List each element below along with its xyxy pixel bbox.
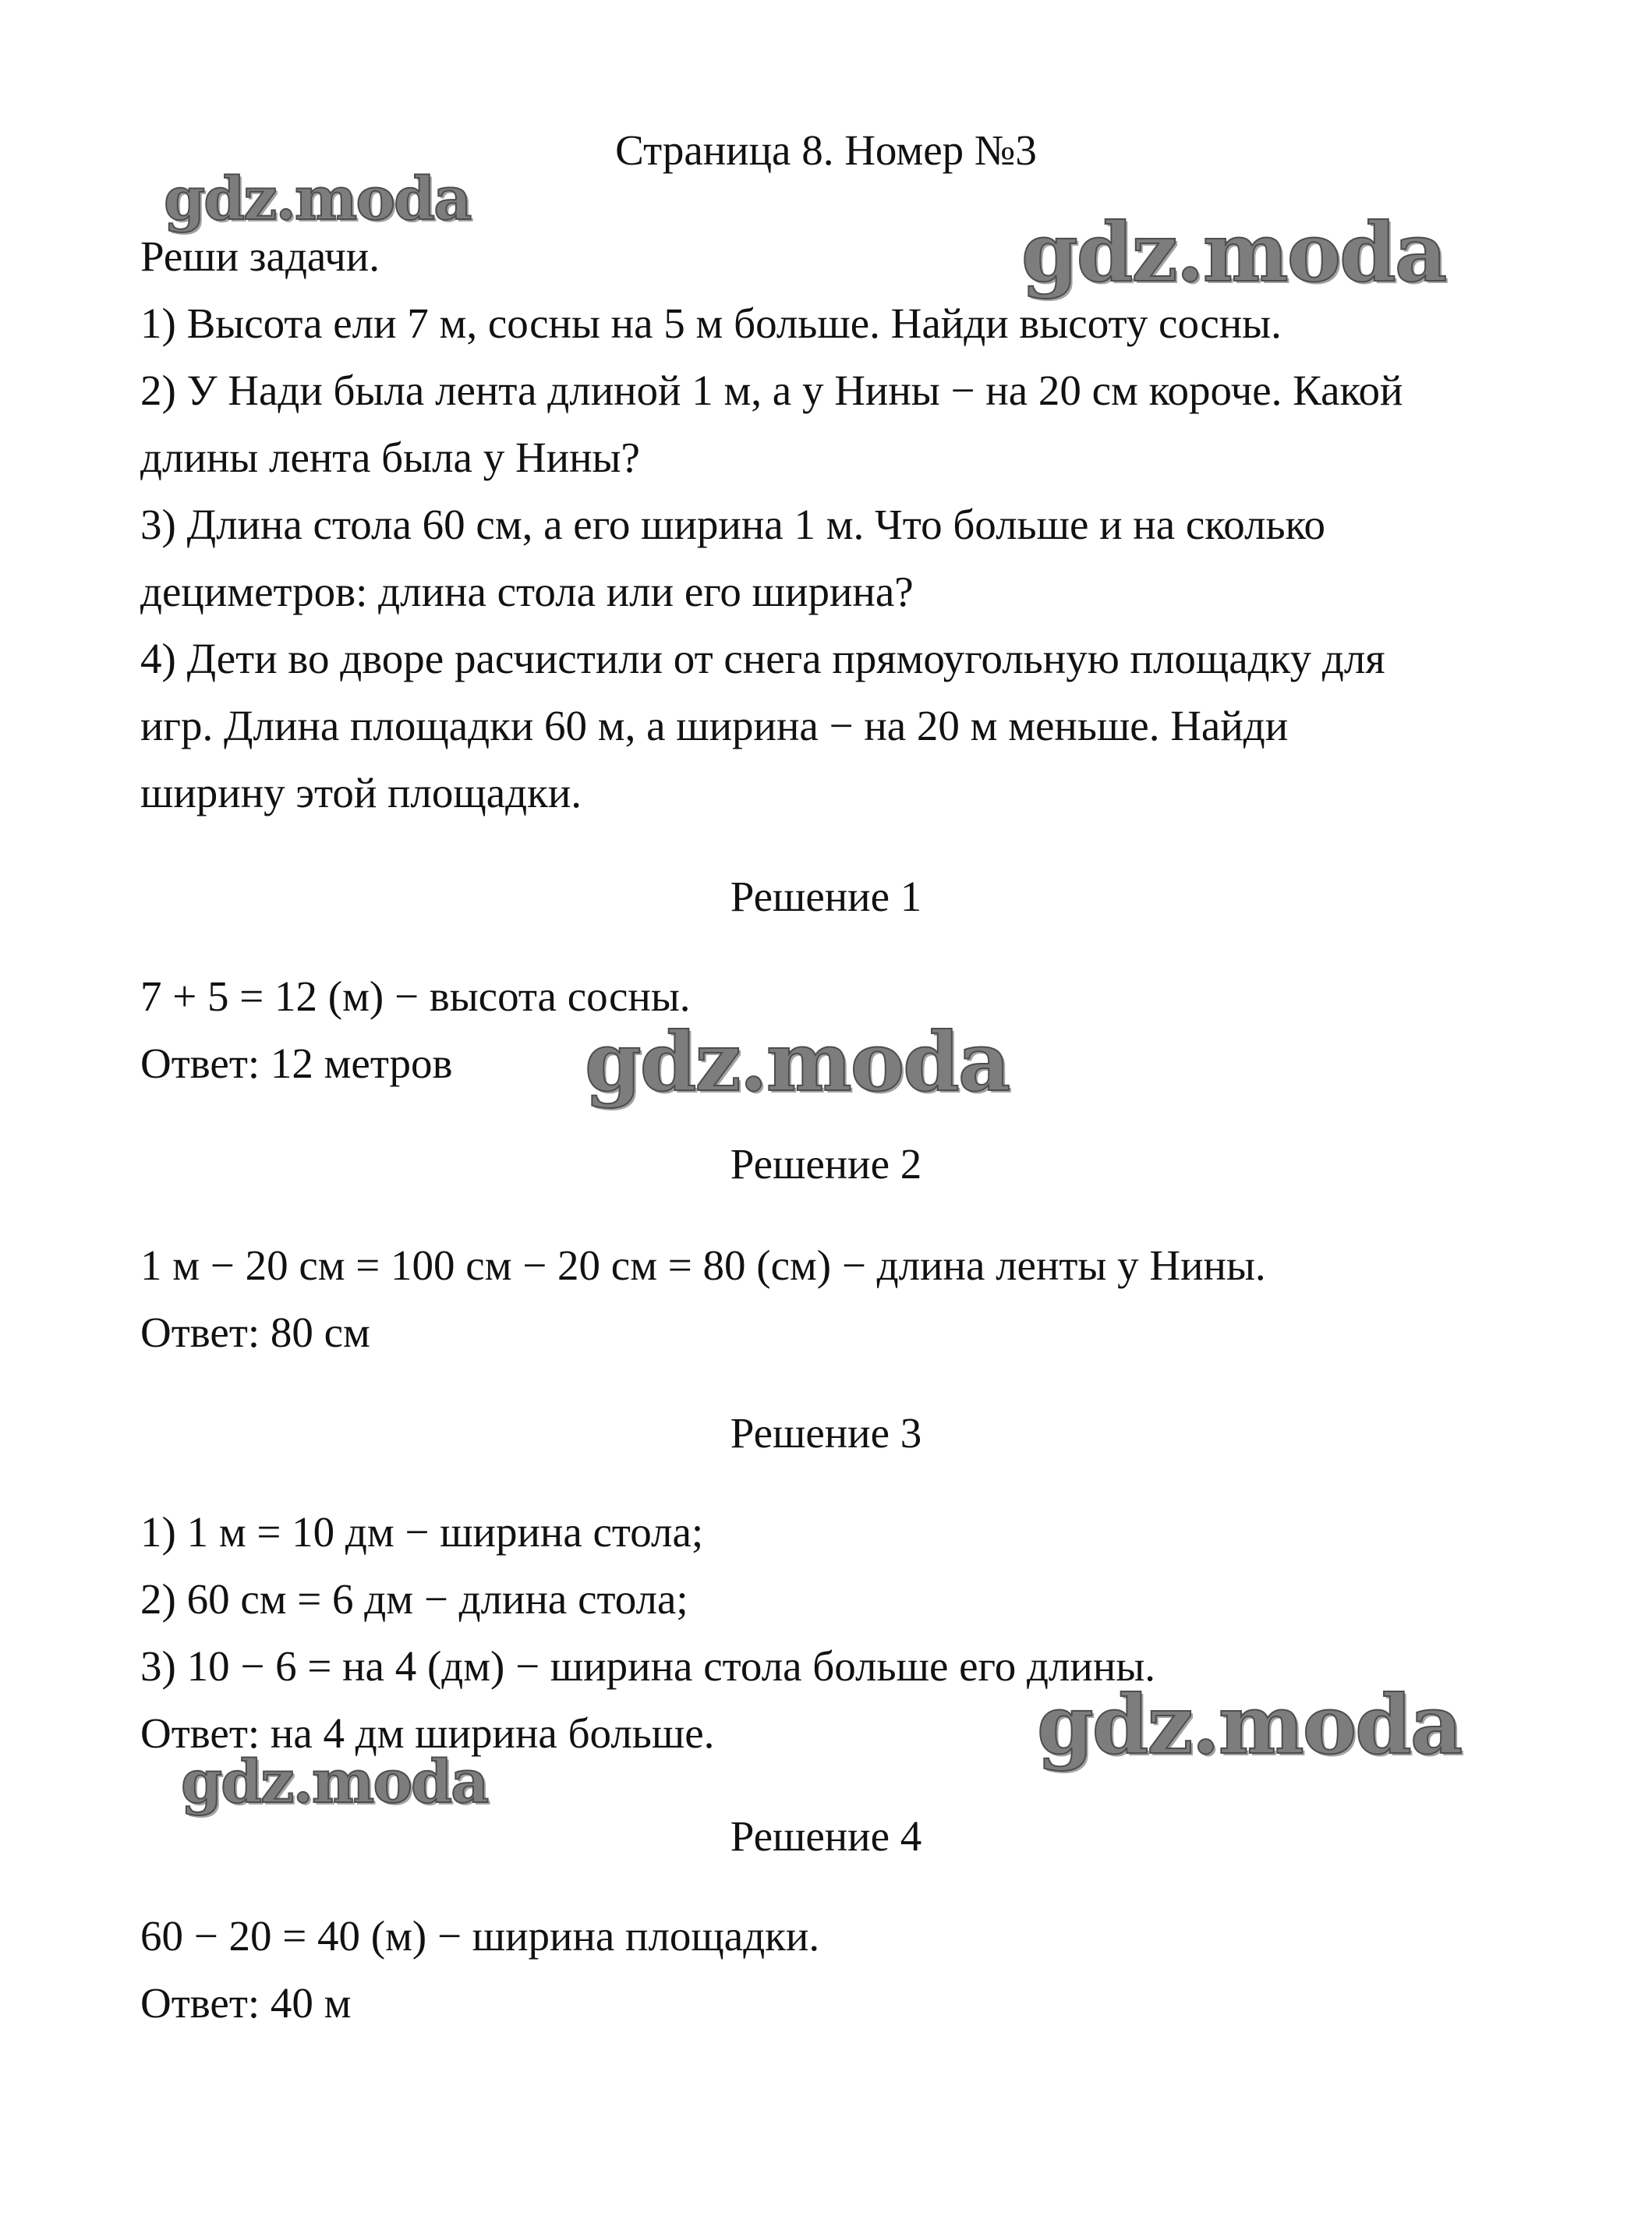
page-title: Страница 8. Номер №3 <box>615 126 1037 174</box>
solution-2-heading: Решение 2 <box>730 1140 922 1188</box>
solution-answer: Ответ: 80 см <box>140 1309 370 1356</box>
watermark-logo: gdz.moda <box>585 1014 1010 1110</box>
watermark-logo: gdz.moda <box>164 164 471 233</box>
solution-2-block <box>140 1232 1544 1366</box>
task-line: игр. Длина площадки 60 м, а ширина − на 20 м меньше. Найди <box>140 702 1289 749</box>
task-line: 2) У Нади была лента длиной 1 м, а у Нины − на 20 см короче. Какой <box>140 367 1403 414</box>
solution-line: 3) 10 − 6 = на 4 (дм) − ширина стола больше его длины. <box>140 1642 1155 1690</box>
solution-3-heading: Решение 3 <box>730 1409 922 1457</box>
task-block <box>140 223 1544 827</box>
solution-answer: Ответ: 40 м <box>140 1979 352 2027</box>
task-line: 1) Высота ели 7 м, сосны на 5 м больше. Найди высоту сосны. <box>140 299 1282 347</box>
solution-line: 1) 1 м = 10 дм − ширина стола; <box>140 1508 704 1556</box>
solution-line: 2) 60 см = 6 дм − длина стола; <box>140 1575 688 1623</box>
solution-line: 60 − 20 = 40 (м) − ширина площадки. <box>140 1912 820 1960</box>
task-line: 3) Длина стола 60 см, а его ширина 1 м. Что больше и на сколько <box>140 501 1325 548</box>
solution-line: 1 м − 20 см = 100 см − 20 см = 80 (см) − длина ленты у Нины. <box>140 1241 1266 1289</box>
task-line: 4) Дети во дворе расчистили от снега прямоугольную площадку для <box>140 635 1385 682</box>
watermark-logo: gdz.moda <box>1037 1677 1462 1772</box>
task-line: длины лента была у Нины? <box>140 434 640 481</box>
task-line: ширину этой площадки. <box>140 769 582 816</box>
solution-answer: Ответ: на 4 дм ширина больше. <box>140 1709 715 1757</box>
watermark-logo: gdz.moda <box>1021 204 1446 300</box>
solution-1-heading: Решение 1 <box>730 873 922 920</box>
solution-1-block <box>140 963 1544 1097</box>
solution-4-block <box>140 1903 1544 2037</box>
task-line: дециметров: длина стола или его ширина? <box>140 568 914 615</box>
task-intro: Реши задачи. <box>140 232 380 280</box>
solution-3-block <box>140 1499 1544 1767</box>
solution-4-heading: Решение 4 <box>730 1812 922 1860</box>
solution-answer: Ответ: 12 метров <box>140 1039 453 1087</box>
watermark-logo: gdz.moda <box>181 1747 488 1816</box>
solution-line: 7 + 5 = 12 (м) − высота сосны. <box>140 972 691 1020</box>
